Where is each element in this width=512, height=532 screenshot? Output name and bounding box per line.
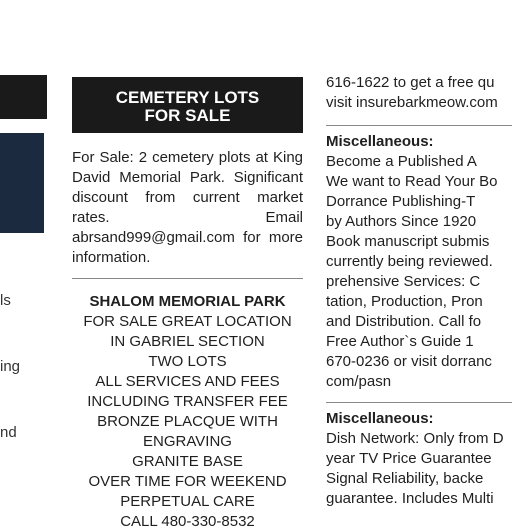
ad-line: Dorrance Publishing-T: [326, 193, 476, 210]
divider: [326, 125, 512, 126]
ad-heading: Miscellaneous:: [326, 133, 434, 150]
banner-line: CEMETERY LOTS: [115, 88, 260, 107]
text-line: 616-1622 to get a free qu: [326, 74, 495, 91]
ad-line: by Authors Since 1920: [326, 213, 477, 230]
ad-line: INCLUDING TRANSFER FEE: [87, 393, 288, 410]
left-column-banner: [0, 75, 47, 119]
right-column: [326, 73, 512, 509]
ad-line: 670-0236 or visit dorranc: [326, 353, 492, 370]
ad-line: year TV Price Guarantee: [326, 450, 492, 467]
ad-line: OVER TIME FOR WEEKEND: [88, 473, 287, 490]
banner-line: FOR SALE: [144, 106, 231, 125]
ad-line: Free Author`s Guide 1: [326, 333, 474, 350]
left-column-text: [0, 246, 22, 466]
ad-line: BRONZE PLACQUE WITH: [97, 413, 278, 430]
cemetery-lots-banner: [72, 77, 303, 133]
ad-line: FOR SALE GREAT LOCATION: [83, 313, 292, 330]
ad-line: Signal Reliability, backe: [326, 470, 484, 487]
divider: [72, 278, 303, 279]
ad-heading: SHALOM MEMORIAL PARK: [89, 293, 286, 310]
ad-line: PERPETUAL CARE: [120, 493, 255, 510]
ad-line: We want to Read Your Bo: [326, 173, 498, 190]
left-fragment: ls: [0, 292, 11, 309]
ad-line: IN GABRIEL SECTION: [110, 333, 265, 350]
text-line: visit insurebarkmeow.com: [326, 94, 498, 111]
ad-line: CALL 480-330-8532: [120, 513, 255, 530]
ad-line: and Distribution. Call fo: [326, 313, 482, 330]
ad-line: TWO LOTS: [148, 353, 227, 370]
cemetery-ad-king-david: For Sale: 2 cemetery plots at King David Memorial Park. Significant discount from current market rates. Email abrsand999@gmail.com for more information.: [72, 149, 303, 266]
ad-line: ALL SERVICES AND FEES: [95, 373, 280, 390]
ad-heading: Miscellaneous:: [326, 410, 434, 427]
cemetery-ad-shalom: [72, 292, 303, 532]
ad-line: Book manuscript submis: [326, 233, 490, 250]
ad-line: currently being reviewed.: [326, 253, 493, 270]
ad-line: GRANITE BASE: [132, 453, 243, 470]
middle-column: [72, 77, 303, 532]
misc-ad-dish: [326, 409, 512, 509]
left-fragment: ing: [0, 358, 21, 375]
ad-line: Become a Published A: [326, 153, 477, 170]
ad-line: ENGRAVING: [143, 433, 232, 450]
ad-line: guarantee. Includes Multi: [326, 490, 494, 507]
ad-line: com/pasn: [326, 373, 392, 390]
left-fragment: nd: [0, 424, 17, 441]
misc-ad-publishing: [326, 132, 512, 392]
left-column-ad-block: [0, 133, 44, 233]
ad-line: prehensive Services: C: [326, 273, 481, 290]
ad-line: tation, Production, Pron: [326, 293, 483, 310]
ad-line: Dish Network: Only from D: [326, 430, 504, 447]
divider: [326, 402, 512, 403]
